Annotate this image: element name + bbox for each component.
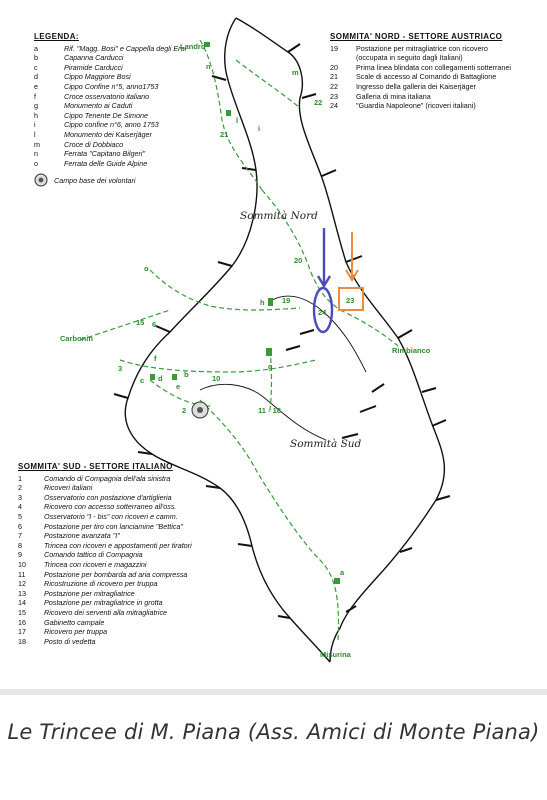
map-number-2: 2 xyxy=(182,406,187,415)
north-sector-row xyxy=(330,92,535,102)
map-letter-g: g xyxy=(268,362,273,371)
map-letter-b: b xyxy=(184,370,189,379)
south-key: 14 xyxy=(18,598,26,608)
south-key: 11 xyxy=(18,569,26,579)
legend-row xyxy=(34,72,234,82)
legend-key: m xyxy=(34,139,40,149)
south-key: 12 xyxy=(18,579,26,589)
south-key: 9 xyxy=(18,550,22,560)
south-text: Osservatorio con postazione d'artiglieria xyxy=(44,492,172,502)
north-key: 23 xyxy=(330,91,338,101)
south-text: Osservatorio "I - bis" con ricoveri e camm. xyxy=(44,511,178,521)
legend-key: h xyxy=(34,110,38,120)
south-text: Comando di Compagnia dell'ala sinistra xyxy=(44,473,171,483)
south-sector-row xyxy=(18,598,238,608)
map-number-22: 22 xyxy=(314,98,323,107)
map-letter-a: a xyxy=(340,568,345,577)
south-sector-row xyxy=(18,522,238,532)
legend-text: Cippo Tenente De Simone xyxy=(64,110,149,120)
north-key: 22 xyxy=(330,81,338,91)
south-key: 4 xyxy=(18,502,22,512)
zone-sommita-nord: Sommità Nord xyxy=(240,210,318,222)
legend-text: Capanna Carducci xyxy=(64,53,124,63)
map-number-19: 19 xyxy=(282,296,291,305)
map-letter-l: l xyxy=(236,116,239,125)
south-sector-row xyxy=(18,589,238,599)
south-sector-title: SOMMITA' SUD - SETTORE ITALIANO xyxy=(18,462,173,471)
legend-text: Ferrata "Capitano Bilgeri" xyxy=(64,149,146,159)
south-key: 13 xyxy=(18,588,26,598)
south-text: Ricostruzione di ricovero per truppa xyxy=(44,579,158,589)
legend-text: Cippo Confine n°5, anno1753 xyxy=(64,81,159,91)
north-sector-row xyxy=(330,44,535,54)
place-carbonin: Carbonin xyxy=(60,334,93,343)
south-sector-row xyxy=(18,502,238,512)
zone-sommita-sud: Sommità Sud xyxy=(290,438,362,450)
north-text: Scale di accesso al Comando di Battaglione xyxy=(356,72,497,82)
map-number-6: 6 xyxy=(152,320,157,329)
south-sector-row xyxy=(18,512,238,522)
south-text: Comando tattico di Compagnia xyxy=(44,550,143,560)
north-key: 20 xyxy=(330,62,338,72)
legend-key: g xyxy=(34,101,38,111)
legend-key: o xyxy=(34,158,38,168)
north-sector-row xyxy=(330,101,535,111)
north-text: Postazione per mitragliatrice con ricovero xyxy=(356,43,488,53)
south-sector-panel xyxy=(18,462,238,646)
north-text: "Guardia Napoleone" (ricoveri italiani) xyxy=(356,101,476,111)
legend-panel xyxy=(34,32,234,187)
south-text: Posto di vedetta xyxy=(44,636,96,646)
map-number-11-18: 11 - 18 xyxy=(258,406,281,415)
legend-row xyxy=(34,149,234,159)
south-sector-row xyxy=(18,483,238,493)
map-letter-m: m xyxy=(292,68,299,77)
south-sector-row xyxy=(18,608,238,618)
legend-row xyxy=(34,82,234,92)
place-rimbianco: Rimbianco xyxy=(392,346,431,355)
south-key: 5 xyxy=(18,511,22,521)
map-letter-i: i xyxy=(258,124,261,133)
south-sector-row xyxy=(18,570,238,580)
legend-row xyxy=(34,130,234,140)
south-key: 6 xyxy=(18,521,22,531)
legend-key: d xyxy=(34,72,38,82)
south-text: Trincea con ricoveri e appostamenti per tiratori xyxy=(44,540,192,550)
legend-text: Ferrata delle Guide Alpine xyxy=(64,158,148,168)
legend-row xyxy=(34,111,234,121)
map-letter-d: d xyxy=(158,374,163,383)
legend-key: n xyxy=(34,149,38,159)
south-key: 10 xyxy=(18,559,26,569)
south-sector-row xyxy=(18,618,238,628)
map-number-24: 24 xyxy=(318,308,327,317)
legend-key: e xyxy=(34,81,38,91)
campo-base-marker xyxy=(192,402,208,418)
legend-row xyxy=(34,53,234,63)
south-text: Ricovero con accesso sotterraneo all'oss. xyxy=(44,502,177,512)
map-number-23: 23 xyxy=(346,296,355,305)
north-sector-row xyxy=(330,82,535,92)
south-text: Ricovero per truppa xyxy=(44,627,108,637)
map-number-10: 10 xyxy=(212,374,221,383)
legend-row xyxy=(34,101,234,111)
north-text: Galleria di mina italiana xyxy=(356,91,431,101)
legend-key: f xyxy=(34,91,36,101)
map-letter-c: c xyxy=(140,376,145,385)
south-text: Postazione per mitragliatrice in grotta xyxy=(44,598,163,608)
legend-text: Monumento ai Caduti xyxy=(64,101,133,111)
map-number-21: 21 xyxy=(220,130,229,139)
north-key xyxy=(330,53,356,63)
south-key: 18 xyxy=(18,636,26,646)
legend-row xyxy=(34,92,234,102)
legend-camp-label: Campo base dei volontari xyxy=(54,175,136,185)
crest-lines xyxy=(200,296,366,440)
campo-base-icon xyxy=(34,173,48,187)
north-sector-row xyxy=(330,72,535,82)
south-sector-row xyxy=(18,637,238,647)
south-key: 17 xyxy=(18,627,26,637)
map-number-20: 20 xyxy=(294,256,303,265)
south-key: 8 xyxy=(18,540,22,550)
legend-key: c xyxy=(34,62,38,72)
north-sector-row xyxy=(330,63,535,73)
map-number-3: 3 xyxy=(118,364,123,373)
map-letter-o: o xyxy=(144,264,149,273)
legend-text: Monumento dei Kaiserjäger xyxy=(64,129,152,139)
legend-row xyxy=(34,159,234,169)
place-landro: Landro xyxy=(180,42,206,51)
south-sector-row xyxy=(18,579,238,589)
north-sector-row xyxy=(330,53,535,63)
map-letter-h: h xyxy=(260,298,265,307)
south-sector-row xyxy=(18,541,238,551)
legend-text: Cippo confine n°6, anno 1753 xyxy=(64,120,159,130)
map-letter-e: e xyxy=(176,382,181,391)
south-key: 7 xyxy=(18,531,22,541)
legend-row xyxy=(34,140,234,150)
legend-row xyxy=(34,120,234,130)
legend-text: Croce osservatorio italiano xyxy=(64,91,150,101)
south-text: Ricovero dei serventi alla mitragliatrice xyxy=(44,607,168,617)
legend-text: Cippo Maggiore Bosi xyxy=(64,72,131,82)
legend-text: Croce di Dobbiaco xyxy=(64,139,124,149)
south-sector-row xyxy=(18,474,238,484)
south-sector-row xyxy=(18,550,238,560)
legend-key: l xyxy=(34,129,36,139)
south-text: Trincea con ricoveri e magazzini xyxy=(44,559,147,569)
south-text: Postazione per tiro con lanciamine "Bettica" xyxy=(44,521,183,531)
south-key: 16 xyxy=(18,617,26,627)
legend-title: LEGENDA: xyxy=(34,32,79,41)
south-sector-row xyxy=(18,531,238,541)
south-key: 15 xyxy=(18,607,26,617)
south-sector-row xyxy=(18,627,238,637)
north-text: Ingresso della galleria dei Kaiserjäger xyxy=(356,81,476,91)
north-sector-title: SOMMITA' NORD - SETTORE AUSTRIACO xyxy=(330,32,503,41)
north-key: 21 xyxy=(330,72,338,82)
south-text: Postazione per mitragliatrice xyxy=(44,588,135,598)
legend-key: i xyxy=(34,120,36,130)
north-text: (occupata in seguito dagli Italiani) xyxy=(356,53,463,63)
south-key: 3 xyxy=(18,492,22,502)
south-key: 2 xyxy=(18,483,22,493)
place-misurina: Misurina xyxy=(320,650,351,659)
legend-key: a xyxy=(34,43,38,53)
legend-text: Rif. "Magg. Bosi" e Cappella degli Eroi xyxy=(64,43,187,53)
south-text: Gabinetto campale xyxy=(44,617,105,627)
north-text: Prima linea blindata con collegamenti sotterranei xyxy=(356,62,512,72)
north-key: 24 xyxy=(330,101,338,111)
image-caption: Le Trincee di M. Piana (Ass. Amici di Monte Piana) xyxy=(7,720,540,744)
south-text: Postazione per bombarda ad aria compressa xyxy=(44,569,188,579)
legend-row xyxy=(34,63,234,73)
north-sector-panel xyxy=(330,32,535,111)
south-text: Postazione avanzata "I" xyxy=(44,531,120,541)
map-letter-n: n xyxy=(206,62,211,71)
legend-key: b xyxy=(34,53,38,63)
south-key: 1 xyxy=(18,473,22,483)
south-text: Ricoveri italiani xyxy=(44,483,93,493)
legend-camp-row xyxy=(34,173,234,187)
map-letter-f: f xyxy=(154,354,157,363)
south-sector-row xyxy=(18,560,238,570)
legend-text: Piramide Carducci xyxy=(64,62,123,72)
map-number-15: 15 xyxy=(136,318,145,327)
north-key: 19 xyxy=(330,43,338,53)
south-sector-row xyxy=(18,493,238,503)
